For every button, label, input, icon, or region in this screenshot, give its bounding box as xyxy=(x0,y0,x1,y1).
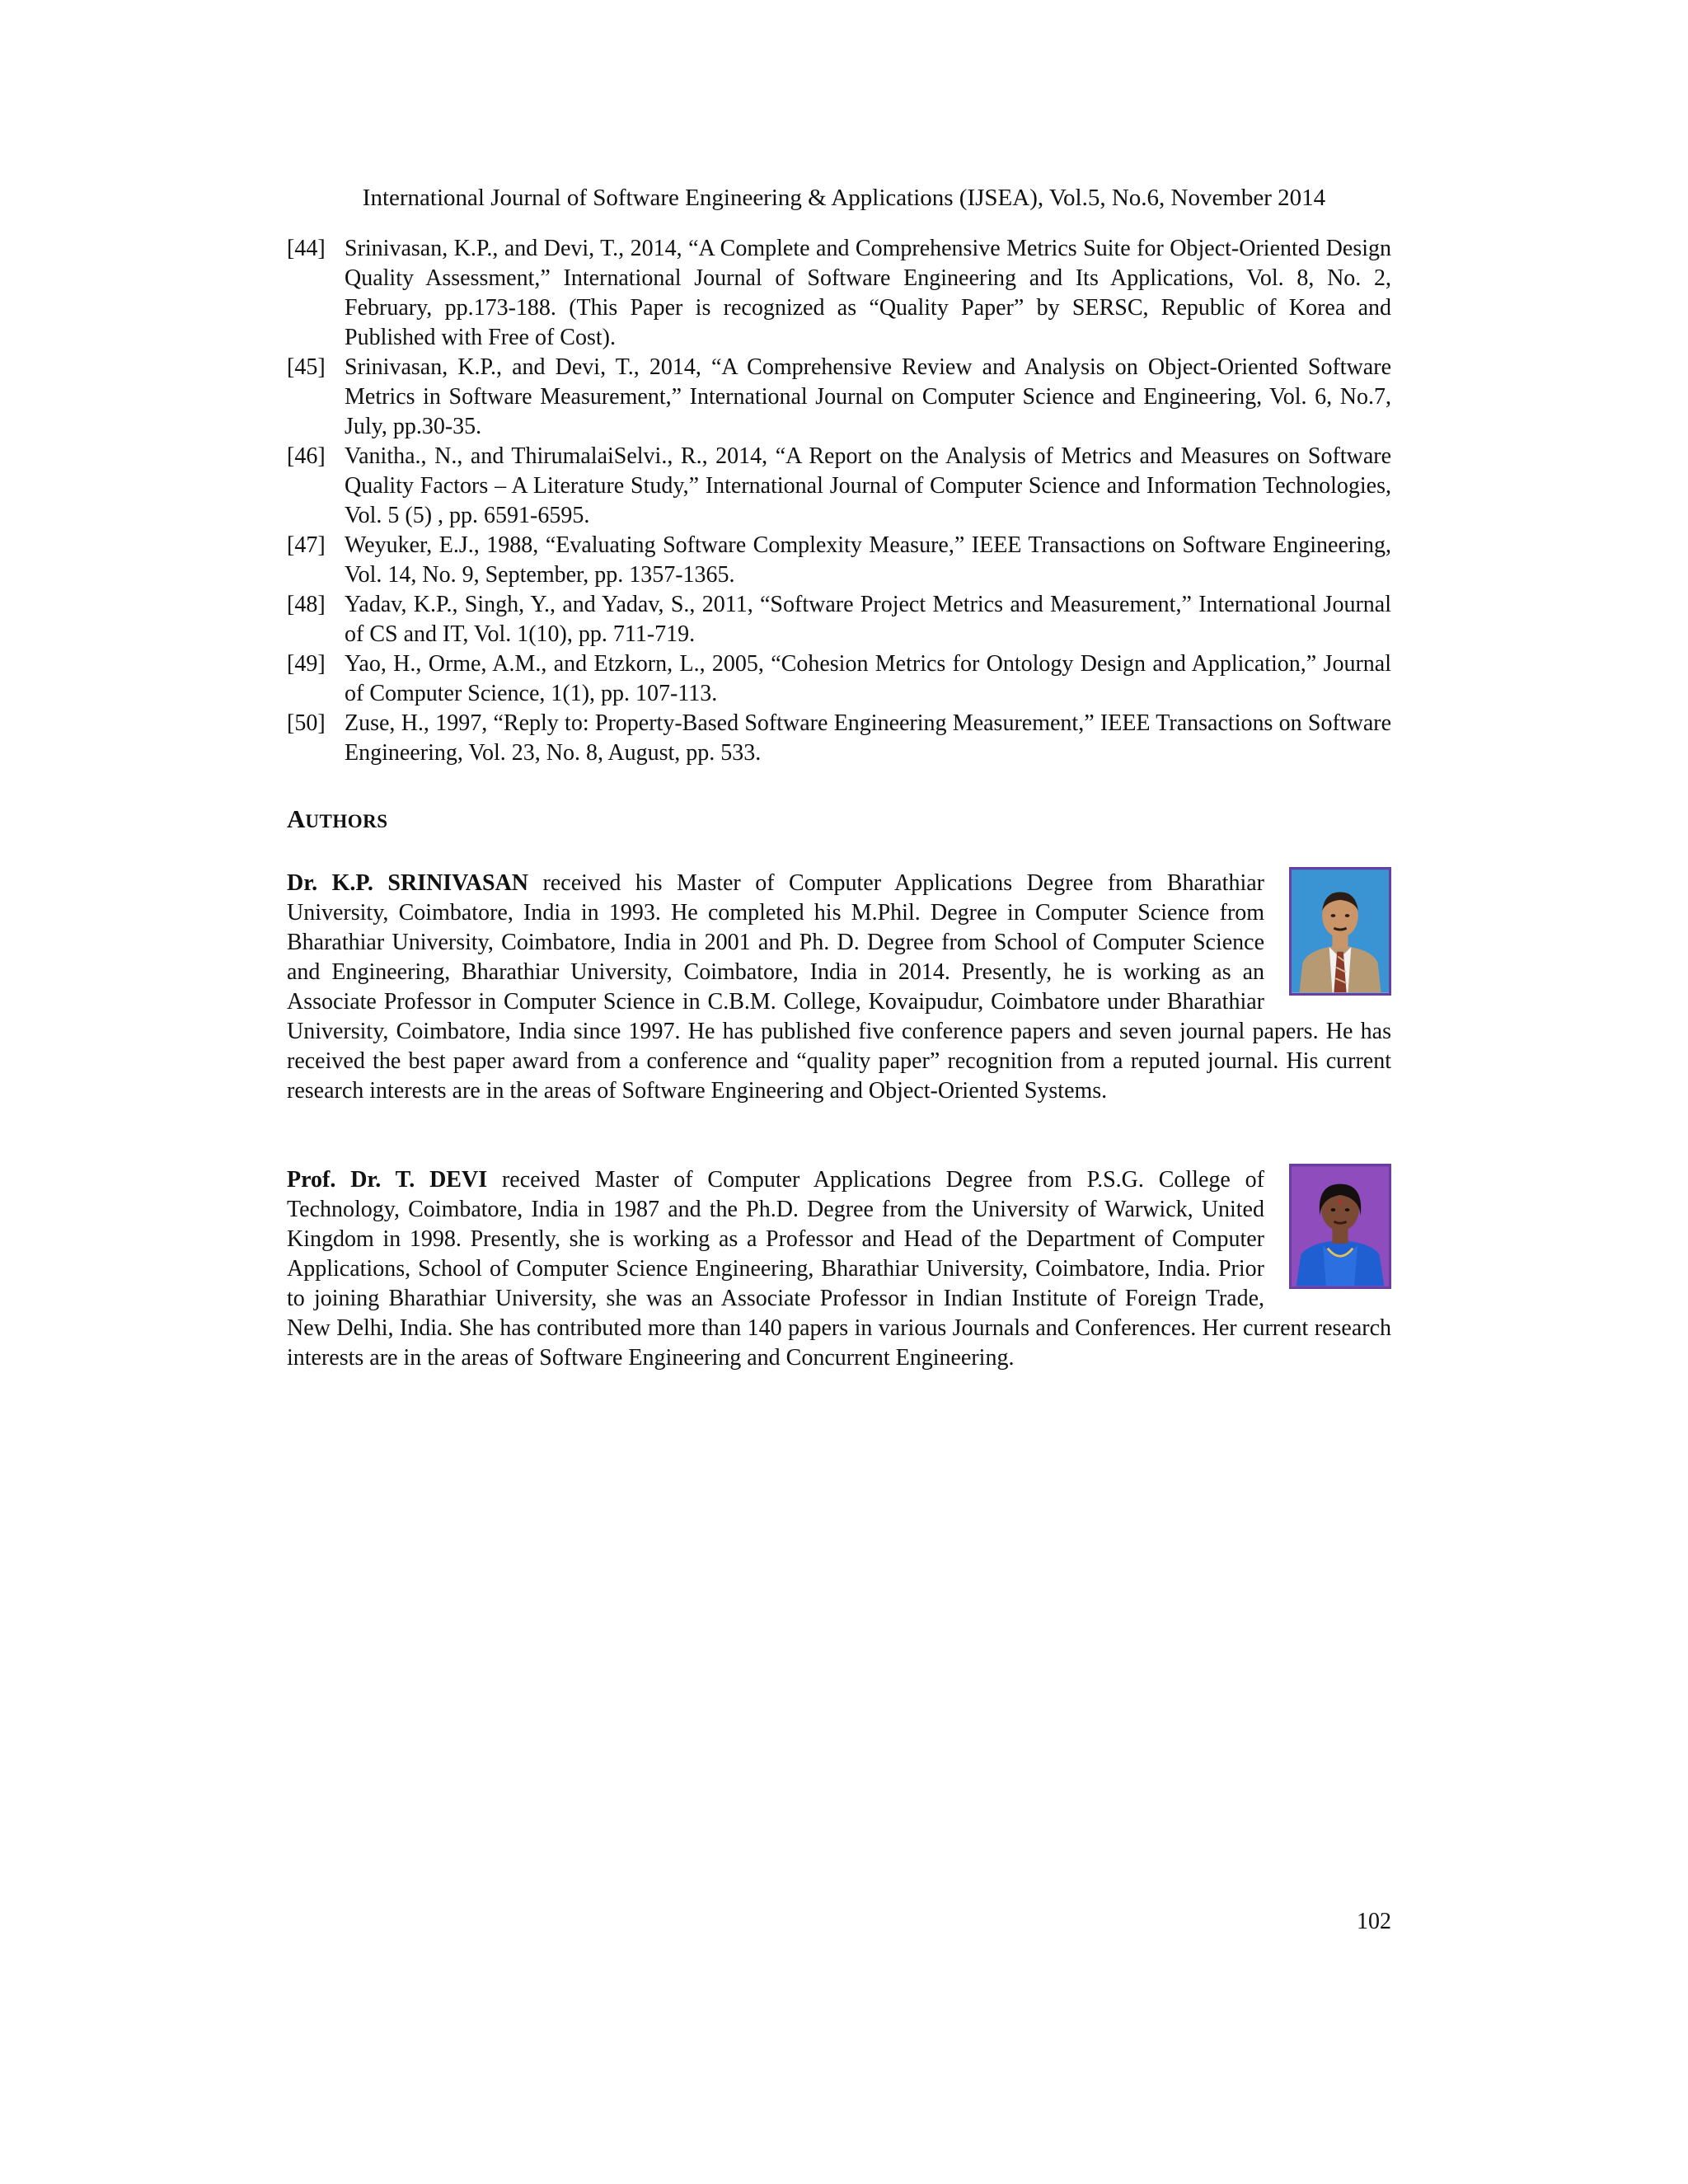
reference-item xyxy=(287,709,1391,768)
reference-item xyxy=(287,353,1391,442)
reference-number: [47] xyxy=(287,532,326,558)
reference-number: [50] xyxy=(287,710,326,736)
reference-text: Weyuker, E.J., 1988, “Evaluating Software Complexity Measure,” IEEE Transactions on Software Engineering, Vol. 14, No. 9, September, pp. 1357-1365. xyxy=(345,532,1391,588)
reference-item xyxy=(287,590,1391,649)
reference-text: Yao, H., Orme, A.M., and Etzkorn, L., 2005, “Cohesion Metrics for Ontology Design and Application,” Journal of Computer Science, 1(1), pp. 107-113. xyxy=(345,651,1391,706)
author-bio-text-srinivasan: received his Master of Computer Applications Degree from Bharathiar University, Coimbatore, India in 1993. He completed his M.Phil. Degree in Computer Science from Bharathiar University, Coimbatore, India in 2001 and Ph. D. Degree from School of Computer Science and Engineering, Bharathiar University, Coimbatore, India in 2014. Presently, he is working as an Associate Professor in Computer Science in C.B.M. College, Kovaipudur, Coimbatore under Bharathiar University, Coimbatore, India since 1997. He has published five conference papers and seven journal papers. He has received the best paper award from a conference and “quality paper” recognition from a reputed journal. His current research interests are in the areas of Software Engineering and Object-Oriented Systems. xyxy=(287,870,1391,1104)
reference-list xyxy=(287,234,1391,768)
reference-number: [48] xyxy=(287,592,326,617)
authors-heading xyxy=(287,804,388,837)
reference-item xyxy=(287,531,1391,590)
authors-heading-initial: A xyxy=(287,804,306,833)
reference-number: [45] xyxy=(287,354,326,380)
reference-text: Zuse, H., 1997, “Reply to: Property-Based Software Engineering Measurement,” IEEE Transactions on Software Engineering, Vol. 23, No. 8, August, pp. 533. xyxy=(345,710,1391,766)
author-name-srinivasan: Dr. K.P. SRINIVASAN xyxy=(287,870,529,896)
reference-text: Vanitha., N., and ThirumalaiSelvi., R., 2014, “A Report on the Analysis of Metrics and Measures on Software Quality Factors – A Literature Study,” International Journal of Computer Science and Information Technologies, Vol. 5 (5) , pp. 6591-6595. xyxy=(345,443,1391,528)
reference-item xyxy=(287,442,1391,531)
reference-text: Srinivasan, K.P., and Devi, T., 2014, “A Complete and Comprehensive Metrics Suite for Object-Oriented Design Quality Assessment,” International Journal of Software Engineering and Its Applications, Vol. 8, No. 2, February, pp.173-188. (This Paper is recognized as “Quality Paper” by SERSC, Republic of Korea and Published with Free of Cost). xyxy=(345,236,1391,350)
running-header: International Journal of Software Engineering & Applications (IJSEA), Vol.5, No.6, November 2014 xyxy=(362,185,1326,211)
page-number: 102 xyxy=(1357,1909,1391,1934)
reference-text: Yadav, K.P., Singh, Y., and Yadav, S., 2011, “Software Project Metrics and Measurement,” International Journal of CS and IT, Vol. 1(10), pp. 711-719. xyxy=(345,592,1391,647)
reference-number: [44] xyxy=(287,236,326,261)
author-bio-srinivasan xyxy=(287,869,1391,1106)
author-photo-devi xyxy=(1289,1164,1391,1289)
author-photo-srinivasan xyxy=(1289,867,1391,996)
author-name-devi: Prof. Dr. T. DEVI xyxy=(287,1167,488,1193)
author-bio-text-devi: received Master of Computer Applications Degree from P.S.G. College of Technology, Coimbatore, India in 1987 and the Ph.D. Degree from the University of Warwick, United Kingdom in 1998. Presently, she is working as a Professor and Head of the Department of Computer Applications, School of Computer Science Engineering, Bharathiar University, Coimbatore, India. Prior to joining Bharathiar University, she was an Associate Professor in Indian Institute of Foreign Trade, New Delhi, India. She has contributed more than 140 papers in various Journals and Conferences. Her current research interests are in the areas of Software Engineering and Concurrent Engineering. xyxy=(287,1167,1391,1371)
author-bio-devi xyxy=(287,1165,1391,1373)
authors-heading-rest: UTHORS xyxy=(305,811,388,832)
reference-text: Srinivasan, K.P., and Devi, T., 2014, “A Comprehensive Review and Analysis on Object-Oriented Software Metrics in Software Measurement,” International Journal on Computer Science and Engineering, Vol. 6, No.7, July, pp.30-35. xyxy=(345,354,1391,439)
reference-number: [49] xyxy=(287,651,326,677)
reference-number: [46] xyxy=(287,443,326,469)
reference-item xyxy=(287,649,1391,709)
reference-item xyxy=(287,234,1391,353)
